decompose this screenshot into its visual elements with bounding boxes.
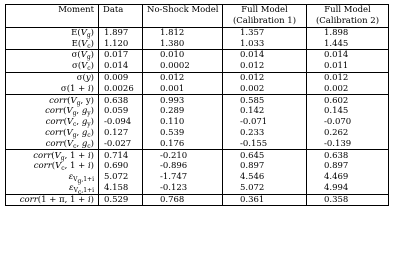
cell-value: 4.994 — [307, 183, 389, 194]
table-row — [6, 84, 389, 95]
table-row — [6, 50, 389, 61]
cell-value: 0.012 — [223, 61, 307, 72]
cell-value: 0.014 — [307, 50, 389, 61]
moments-table — [5, 4, 389, 206]
row-label: $corr(V_c$, $g_c$) — [6, 139, 99, 150]
table-body — [6, 27, 389, 206]
cell-value: 0.262 — [307, 128, 389, 139]
table-row — [6, 183, 389, 194]
cell-value: -0.071 — [223, 117, 307, 128]
cell-value: -0.123 — [143, 183, 223, 194]
cell-value: 1.357 — [223, 27, 307, 38]
row-label: $corr(V_g$, y) — [6, 95, 99, 106]
cell-value: 0.602 — [307, 95, 389, 106]
row-label: $corr(V_c$, $g_y$) — [6, 117, 99, 128]
row-label: $corr(V_g$, 1 + i) — [6, 150, 99, 161]
cell-value: 4.546 — [223, 172, 307, 183]
cell-value: 0.358 — [307, 194, 389, 206]
cell-value: 0.638 — [99, 95, 143, 106]
cell-value: 0.897 — [223, 161, 307, 172]
cell-value: 1.033 — [223, 38, 307, 49]
moments-table-container — [5, 4, 388, 206]
cell-value: 0.010 — [143, 50, 223, 61]
table-row — [6, 139, 389, 150]
cell-value: -0.155 — [223, 139, 307, 150]
cell-value: -0.210 — [143, 150, 223, 161]
row-label: $\sigma(V_c)$ — [6, 61, 99, 72]
row-label: $E(V_g)$ — [6, 27, 99, 38]
cell-value: 4.469 — [307, 172, 389, 183]
cell-value: 0.012 — [223, 72, 307, 83]
cell-value: 0.059 — [99, 106, 143, 117]
row-label: $corr(V_g$, $g_c$) — [6, 128, 99, 139]
cell-value: 0.142 — [223, 106, 307, 117]
cell-value: 0.585 — [223, 95, 307, 106]
header-no-shock: No-Shock Model — [143, 5, 223, 16]
header-row — [6, 5, 389, 16]
cell-value: -0.027 — [99, 139, 143, 150]
cell-value: 0.002 — [223, 84, 307, 95]
row-label: $\varepsilon_{V_c,1+i}$ — [6, 183, 99, 194]
header-full-2: Full Model — [307, 5, 389, 16]
cell-value: 5.072 — [223, 183, 307, 194]
subheader-no-shock — [143, 16, 223, 27]
cell-value: 4.158 — [99, 183, 143, 194]
row-label: corr(1 + π, 1 + i) — [6, 194, 99, 206]
cell-value: 0.289 — [143, 106, 223, 117]
cell-value: 0.897 — [307, 161, 389, 172]
table-row — [6, 194, 389, 206]
cell-value: 0.233 — [223, 128, 307, 139]
table-row — [6, 95, 389, 106]
cell-value: 1.120 — [99, 38, 143, 49]
subheader-data — [99, 16, 143, 27]
cell-value: 0.690 — [99, 161, 143, 172]
cell-value: 0.127 — [99, 128, 143, 139]
cell-value: 0.012 — [143, 72, 223, 83]
row-label: $corr(V_g$, $g_y$) — [6, 106, 99, 117]
table-row — [6, 38, 389, 49]
cell-value: 0.001 — [143, 84, 223, 95]
cell-value: 0.539 — [143, 128, 223, 139]
cell-value: -0.094 — [99, 117, 143, 128]
cell-value: 0.011 — [307, 61, 389, 72]
cell-value: 0.529 — [99, 194, 143, 206]
cell-value: -0.896 — [143, 161, 223, 172]
cell-value: 1.898 — [307, 27, 389, 38]
cell-value: 0.017 — [99, 50, 143, 61]
table-row — [6, 61, 389, 72]
cell-value: -0.139 — [307, 139, 389, 150]
row-label: $E(V_c)$ — [6, 38, 99, 49]
table-row — [6, 117, 389, 128]
cell-value: 0.002 — [307, 84, 389, 95]
cell-value: 1.380 — [143, 38, 223, 49]
cell-value: 0.009 — [99, 72, 143, 83]
row-label: $\sigma(V_g)$ — [6, 50, 99, 61]
cell-value: 0.645 — [223, 150, 307, 161]
table-row — [6, 150, 389, 161]
subheader-moment — [6, 16, 99, 27]
subheader-full-2: (Calibration 2) — [307, 16, 389, 27]
table-row — [6, 128, 389, 139]
cell-value: 0.638 — [307, 150, 389, 161]
cell-value: 1.897 — [99, 27, 143, 38]
cell-value: 0.714 — [99, 150, 143, 161]
cell-value: 0.0002 — [143, 61, 223, 72]
subheader-full-1: (Calibration 1) — [223, 16, 307, 27]
header-moment: Moment — [6, 5, 99, 16]
cell-value: 0.145 — [307, 106, 389, 117]
row-label: $\varepsilon_{V_g,1+i}$ — [6, 172, 99, 183]
cell-value: 0.110 — [143, 117, 223, 128]
cell-value: 1.812 — [143, 27, 223, 38]
table-row — [6, 72, 389, 83]
cell-value: 0.012 — [307, 72, 389, 83]
subheader-row — [6, 16, 389, 27]
table-row — [6, 161, 389, 172]
row-label: σ(y) — [6, 72, 99, 83]
header-full-1: Full Model — [223, 5, 307, 16]
row-label: σ(1 + i) — [6, 84, 99, 95]
cell-value: 0.176 — [143, 139, 223, 150]
cell-value: 0.361 — [223, 194, 307, 206]
cell-value: 0.0026 — [99, 84, 143, 95]
cell-value: 1.445 — [307, 38, 389, 49]
table-row — [6, 27, 389, 38]
cell-value: 0.014 — [99, 61, 143, 72]
table-row — [6, 172, 389, 183]
cell-value: 5.072 — [99, 172, 143, 183]
cell-value: 0.014 — [223, 50, 307, 61]
table-row — [6, 106, 389, 117]
row-label: $corr(V_c$, 1 + i) — [6, 161, 99, 172]
cell-value: -1.747 — [143, 172, 223, 183]
header-data: Data — [99, 5, 143, 16]
cell-value: 0.768 — [143, 194, 223, 206]
cell-value: 0.993 — [143, 95, 223, 106]
cell-value: -0.070 — [307, 117, 389, 128]
